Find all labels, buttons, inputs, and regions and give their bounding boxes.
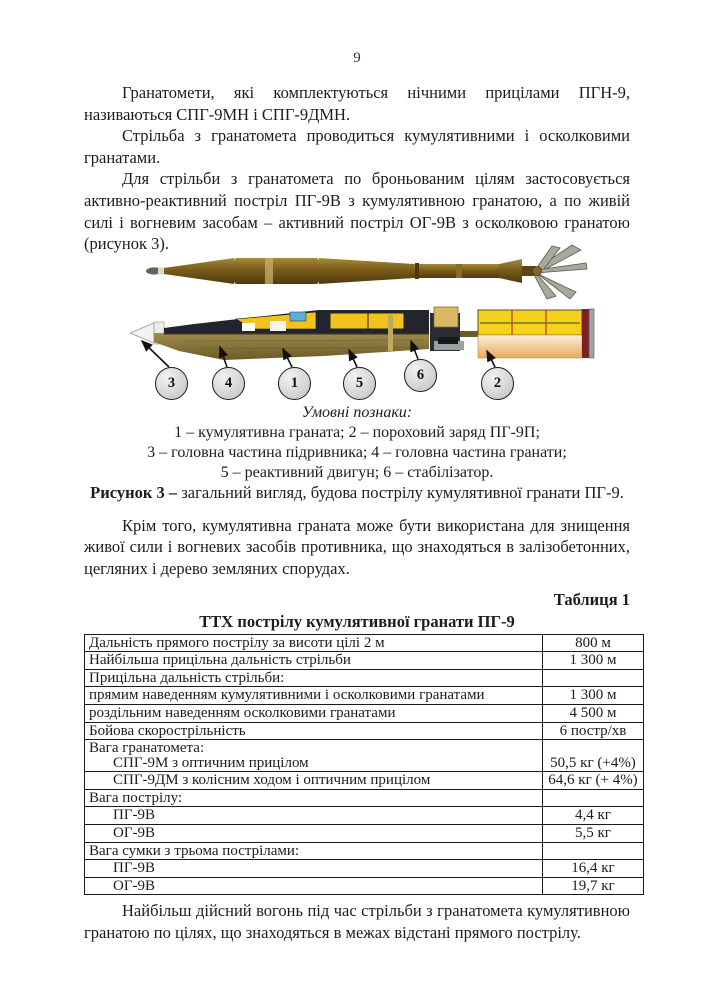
callout-circle-5: 5 bbox=[343, 367, 376, 400]
callout-circle-6: 6 bbox=[404, 359, 437, 392]
table-row bbox=[85, 842, 644, 860]
table-row bbox=[85, 807, 644, 825]
spec-label-cell: ПГ-9В bbox=[85, 807, 543, 825]
table-label: Таблиця 1 bbox=[553, 589, 630, 609]
figure-caption bbox=[84, 483, 630, 503]
spec-label-cell: Вага гранатомета: СПГ-9М з оптичним прицілом bbox=[85, 740, 543, 772]
figure-caption-text: загальний вигляд, будова пострілу кумулятивної гранати ПГ-9. bbox=[177, 482, 624, 502]
spec-label-cell: Дальність прямого пострілу за висоти цілі 2 м bbox=[85, 634, 543, 652]
paragraph-launchers-night-sights: Гранатомети, які комплектуються нічними прицілами ПГН-9, називаються СПГ-9МН і СПГ-9ДМН. bbox=[84, 83, 630, 124]
legend-line-1: 1 – кумулятивна граната; 2 – пороховий заряд ПГ-9П; bbox=[174, 423, 540, 441]
paragraph-firing-grenades: Стрільба з гранатомета проводиться кумулятивними і осколковими гранатами. bbox=[84, 126, 630, 167]
legend-line-3: 5 – реактивний двигун; 6 – стабілізатор. bbox=[220, 463, 494, 481]
spec-value-cell: 19,7 кг bbox=[543, 877, 644, 895]
spec-label-cell: Вага пострілу: bbox=[85, 789, 543, 807]
spec-value-cell: 64,6 кг (+ 4%) bbox=[543, 772, 644, 790]
spec-value-cell: 800 м bbox=[543, 634, 644, 652]
assembled-round-illustration bbox=[146, 245, 587, 299]
spec-value-cell bbox=[543, 842, 644, 860]
figure-legend bbox=[84, 403, 630, 483]
paragraph-additional-usage: Крім того, кумулятивна граната може бути використана для знищення живої сили і вогневих засобів противника, що знаходяться в залізобетонних, цегляних і дерево земляних спорудах. bbox=[84, 515, 630, 578]
spec-label-cell: прямим наведенням кумулятивними і осколковими гранатами bbox=[85, 687, 543, 705]
table-row bbox=[85, 877, 644, 895]
spec-label-cell: ПГ-9В bbox=[85, 860, 543, 878]
figure-caption-label: Рисунок 3 – bbox=[90, 482, 178, 502]
table-row bbox=[85, 740, 644, 772]
figure-pg9-round bbox=[84, 239, 630, 401]
paragraph-effective-fire: Найбільш дійсний вогонь під час стрільби з гранатомета кумулятивною гранатою по цілях, що знаходяться в межах відстані прямого пострілу. bbox=[84, 901, 630, 943]
spec-label-cell: ОГ-9В bbox=[85, 877, 543, 895]
spec-label-cell: Найбільша прицільна дальність стрільби bbox=[85, 652, 543, 670]
table-row bbox=[85, 669, 644, 687]
table-row bbox=[85, 687, 644, 705]
callout-circle-2: 2 bbox=[481, 367, 514, 400]
spec-value-cell: 6 постр/хв bbox=[543, 722, 644, 740]
spec-value-cell: 5,5 кг bbox=[543, 825, 644, 843]
spec-label-cell: СПГ-9ДМ з колісним ходом і оптичним прицілом bbox=[85, 772, 543, 790]
ttx-table bbox=[84, 634, 644, 896]
spec-value-cell bbox=[543, 669, 644, 687]
legend-line-2: 3 – головна частина підривника; 4 – головна частина гранати; bbox=[147, 443, 567, 461]
spec-value-cell: 4,4 кг bbox=[543, 807, 644, 825]
table-row bbox=[85, 772, 644, 790]
table-row bbox=[85, 860, 644, 878]
spec-value-cell: 50,5 кг (+4%) bbox=[543, 740, 644, 772]
spec-value-cell: 4 500 м bbox=[543, 704, 644, 722]
spec-value-cell bbox=[543, 789, 644, 807]
ttx-table-body bbox=[85, 634, 644, 895]
spec-value-cell: 1 300 м bbox=[543, 687, 644, 705]
spec-label-cell: Бойова скорострільність bbox=[85, 722, 543, 740]
table-row bbox=[85, 722, 644, 740]
spec-label-cell: Вага сумки з трьома пострілами: bbox=[85, 842, 543, 860]
table-row bbox=[85, 652, 644, 670]
table-row bbox=[85, 789, 644, 807]
powder-charge-illustration bbox=[478, 309, 594, 358]
page-content bbox=[84, 82, 638, 944]
paragraph-rounds-usage: Для стрільби з гранатомета по броньованим цілям застосовується активно-реактивний постріл ПГ-9В з кумулятивною гранатою, а по живій силі і вогневим засобам – активний постріл ОГ-9В з осколковою гранатою (рисунок 3). bbox=[84, 169, 630, 254]
spec-label-cell: ОГ-9В bbox=[85, 825, 543, 843]
legend-title: Умовні познаки: bbox=[301, 403, 413, 421]
page-number: 9 bbox=[353, 50, 361, 66]
table-row bbox=[85, 634, 644, 652]
tail-fins bbox=[534, 245, 587, 299]
spec-value-cell: 16,4 кг bbox=[543, 860, 644, 878]
table-row bbox=[85, 825, 644, 843]
callout-circle-3: 3 bbox=[155, 367, 188, 400]
table-row bbox=[85, 704, 644, 722]
spec-label-cell: роздільним наведенням осколковими гранатами bbox=[85, 704, 543, 722]
cutaway-round-illustration bbox=[130, 307, 594, 360]
callout-circle-1: 1 bbox=[278, 367, 311, 400]
table-title: ТТХ пострілу кумулятивної гранати ПГ-9 bbox=[199, 611, 515, 631]
spec-value-cell: 1 300 м bbox=[543, 652, 644, 670]
spec-label-cell: Прицільна дальність стрільби: bbox=[85, 669, 543, 687]
callout-circle-4: 4 bbox=[212, 367, 245, 400]
